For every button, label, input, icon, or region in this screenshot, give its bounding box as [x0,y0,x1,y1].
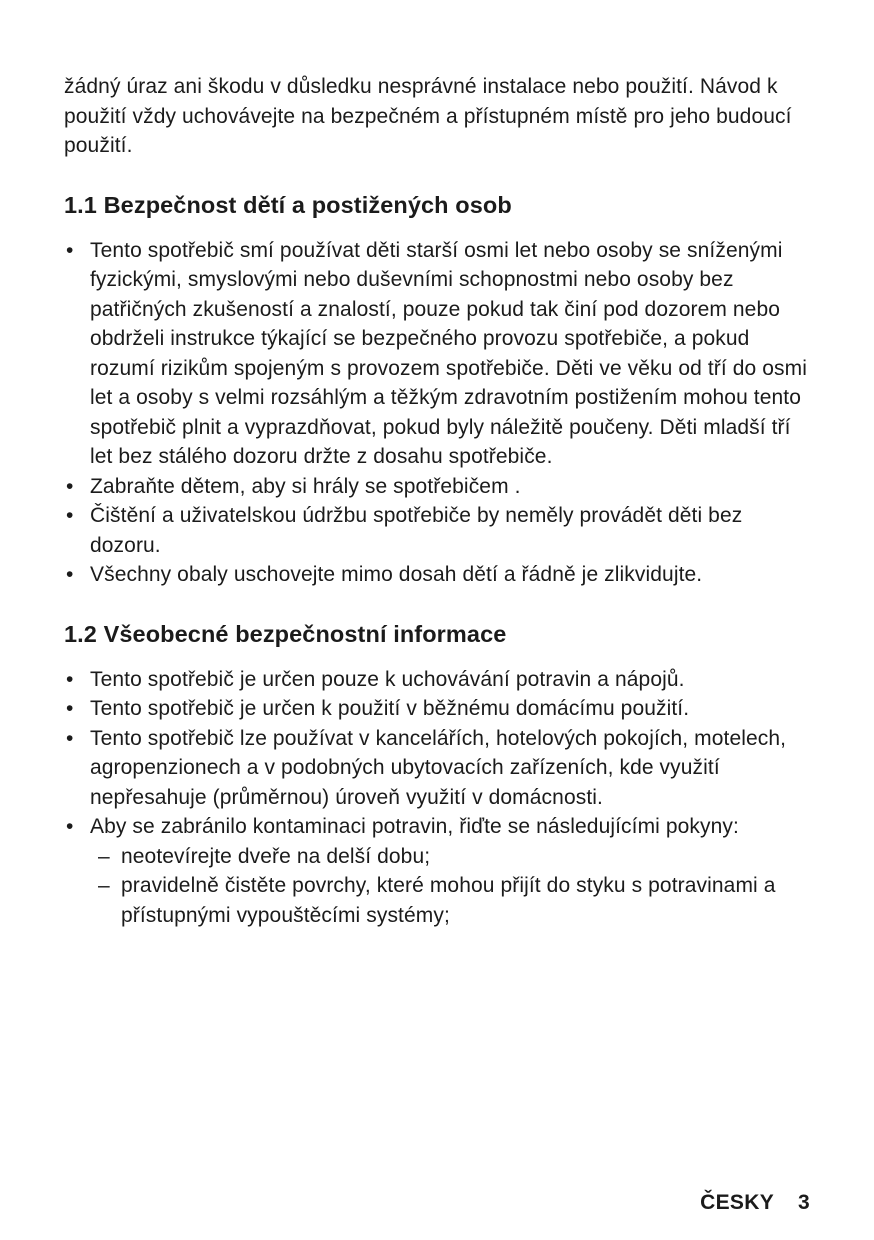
intro-paragraph: žádný úraz ani škodu v důsledku nesprávné instalace nebo použití. Návod k použití vždy uchovávejte na bezpečném a přístupném místě pro jeho budoucí použití. [64,75,792,157]
section-1-1-heading: 1.1 Bezpečnost dětí a postižených osob [64,191,512,218]
section-1-1-bullet-list [64,236,812,590]
list-item-text: Zabraňte dětem, aby si hrály se spotřebičem . [90,474,521,498]
page-footer [700,1191,810,1215]
list-item-text: Tento spotřebič smí používat děti starší osmi let nebo osoby se sníženými fyzickými, smyslovými nebo duševními schopnostmi nebo osoby bez patřičných zkušeností a znalostí, pouze pokud tak činí pod dozorem nebo obdrželi instrukce týkající se bezpečného provozu spotřebiče, a pokud rozumí rizikům spojeným s provozem spotřebiče. Děti ve věku od tří do osmi let a osoby s velmi rozsáhlým a těžkým zdravotním postižením mohou tento spotřebič plnit a vyprazdňovat, pokud byly náležitě poučeny. Děti mladší tří let bez stálého dozoru držte z dosahu spotřebiče. [90,238,807,468]
list-item-text: Tento spotřebič lze používat v kancelářích, hotelových pokojích, motelech, agropenzionech a v podobných ubytovacích zařízeních, kde využití nepřesahuje (průměrnou) úroveň využití v domácnosti. [90,726,787,809]
list-item [64,724,812,813]
section-1-2-bullet-list [64,665,812,931]
list-item [64,665,812,695]
list-item [64,694,812,724]
list-item [64,560,812,590]
list-item [64,472,812,502]
instructions-dash-list [90,842,812,931]
list-item-text: Aby se zabránilo kontaminaci potravin, řiďte se následujícími pokyny: [90,815,739,838]
list-item [64,236,812,472]
list-item [64,501,812,560]
dash-list-item [98,842,812,872]
dash-list-item-text: pravidelně čistěte povrchy, které mohou přijít do styku s potravinami a přístupnými vypouštěcími systémy; [121,874,776,927]
list-item-text: Tento spotřebič je určen pouze k uchovávání potravin a nápojů. [90,667,685,691]
list-item-text: Tento spotřebič je určen k použití v běžnému domácímu použití. [90,697,690,720]
dash-list-item [98,871,812,930]
footer-language: ČESKY [700,1191,775,1214]
list-item-text: Všechny obaly uschovejte mimo dosah dětí a řádně je zlikvidujte. [90,563,703,586]
list-item-text: Čištění a uživatelskou údržbu spotřebiče by neměly provádět děti bez dozoru. [90,504,743,557]
list-item [64,812,812,930]
footer-page-number: 3 [798,1191,810,1214]
section-1-2-heading: 1.2 Všeobecné bezpečnostní informace [64,620,507,647]
dash-list-item-text: neotevírejte dveře na delší dobu; [121,844,431,868]
